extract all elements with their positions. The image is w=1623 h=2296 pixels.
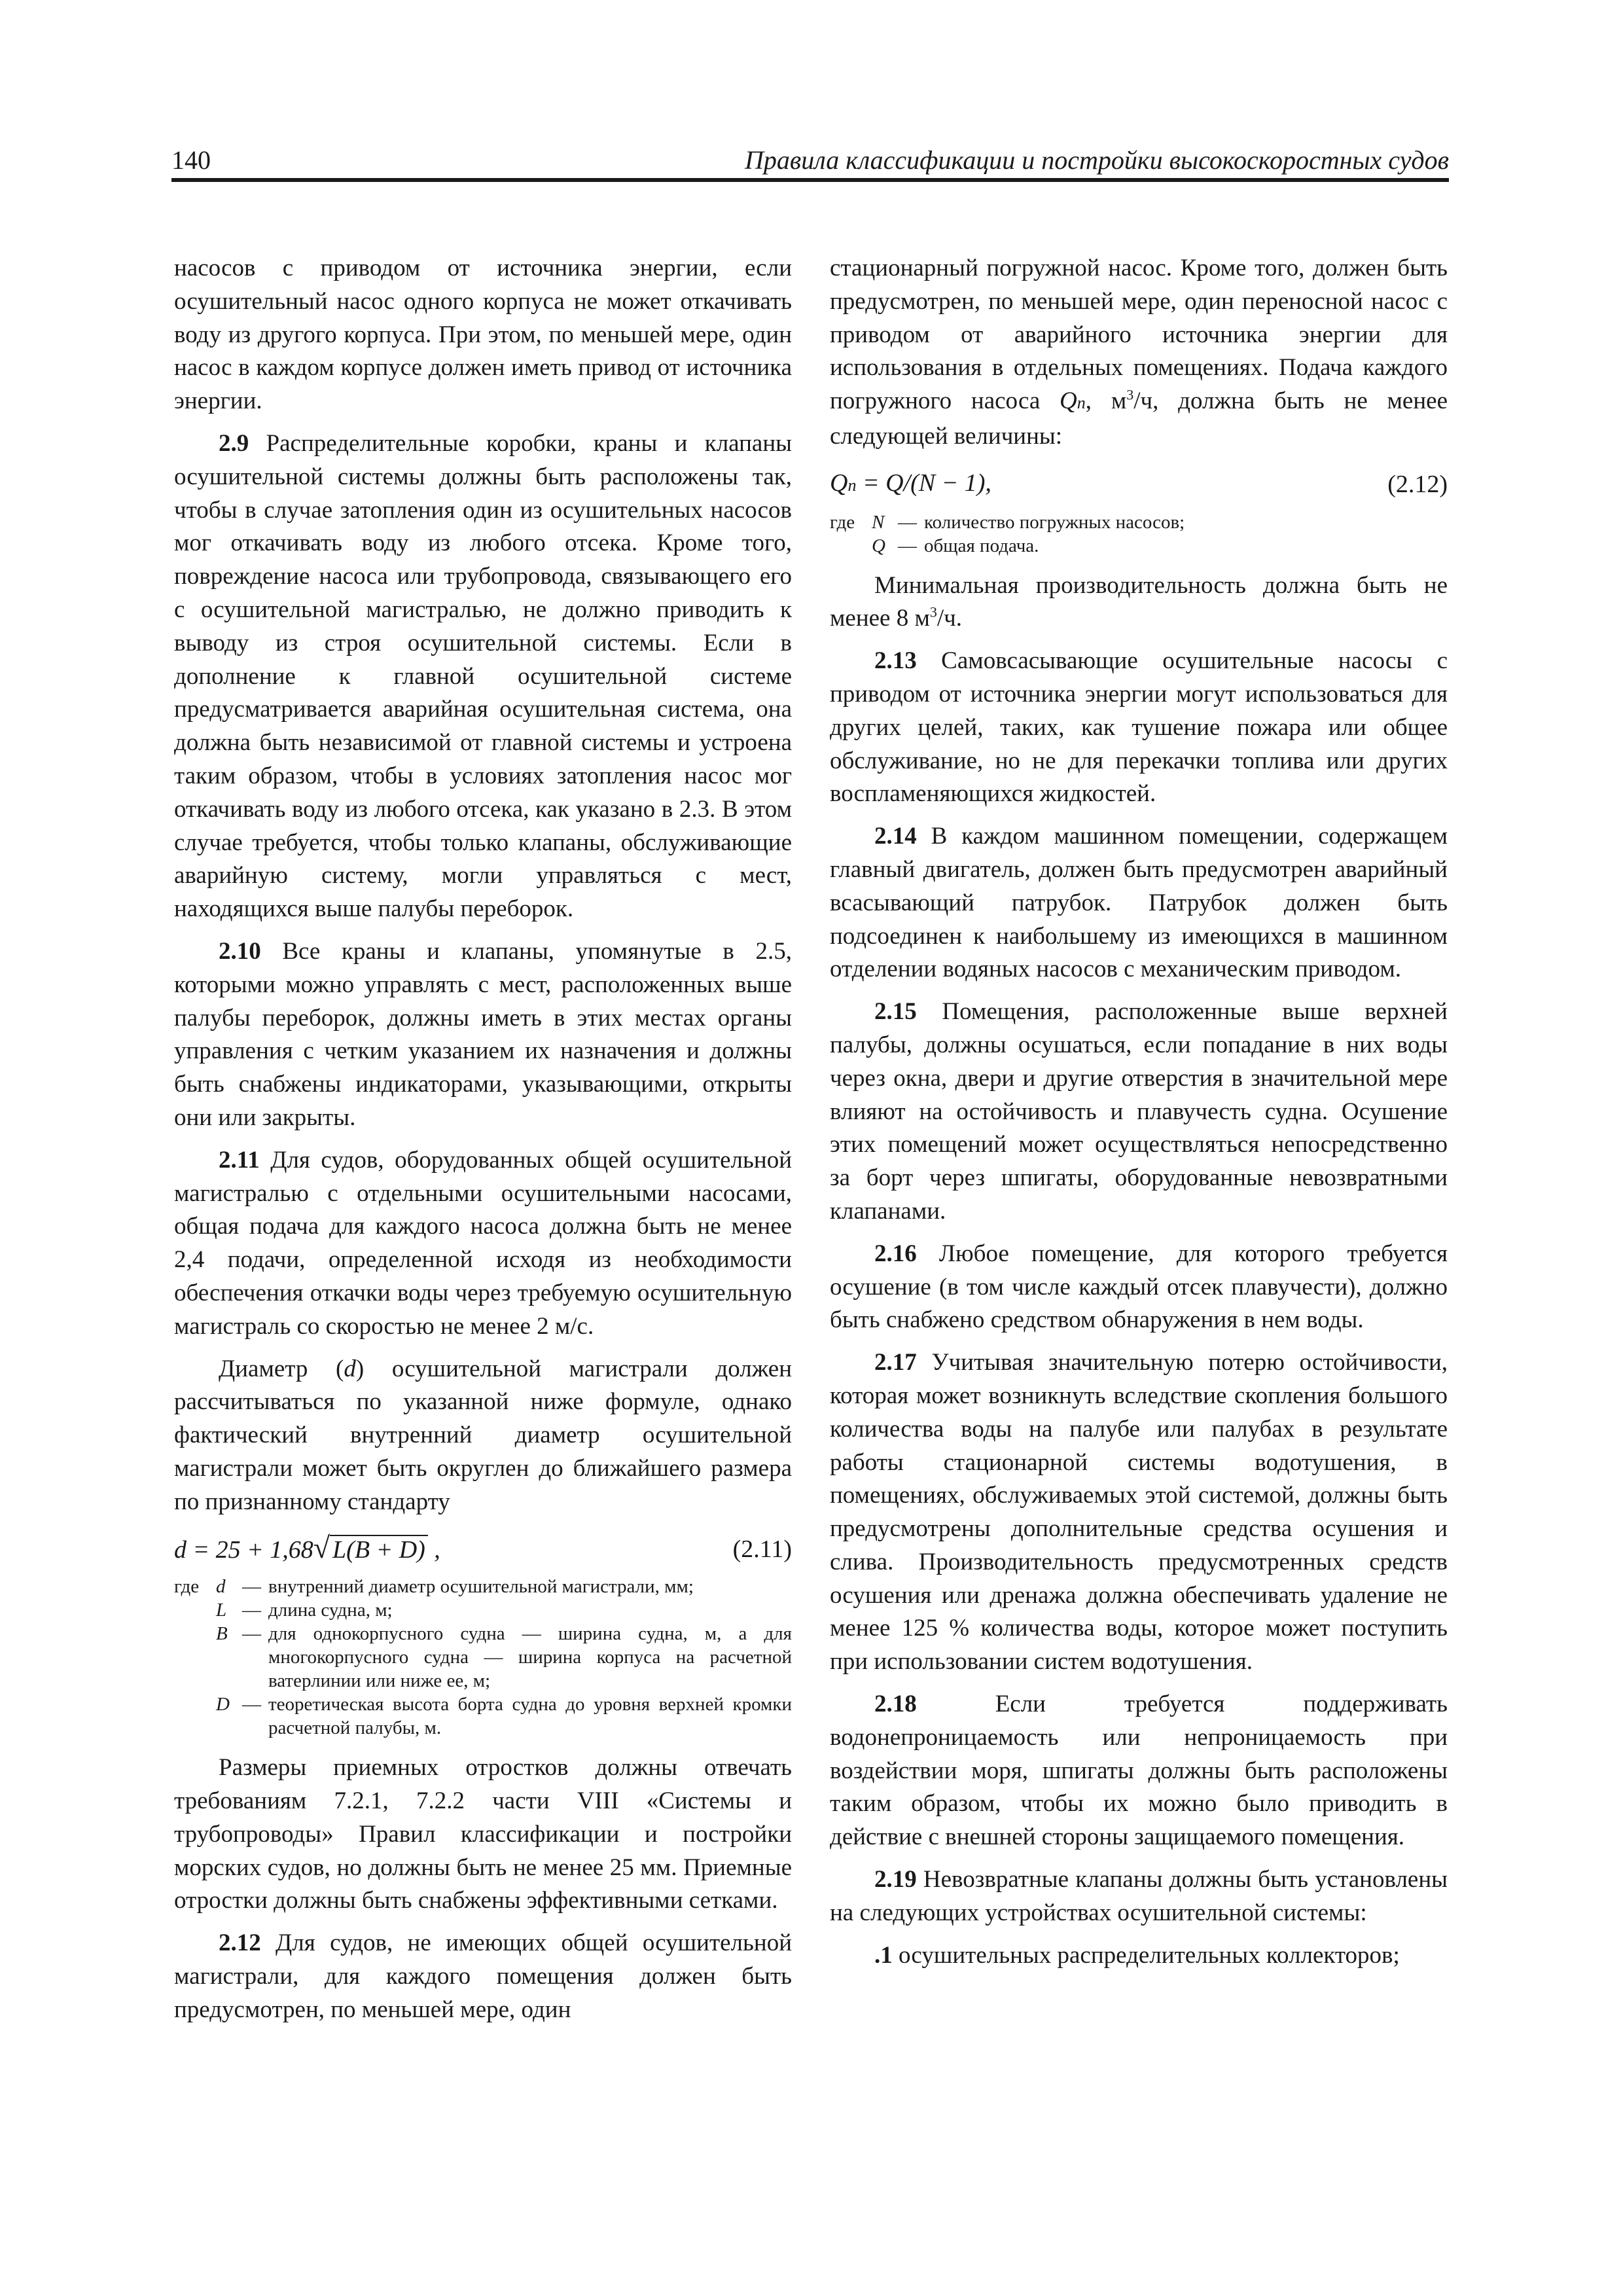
section-text: В каждом машинном помещении, содержащем главный двигатель, должен быть предусмотрен аварийный всасывающий патрубок. Патрубок должен быть подсоединен к наибольшему из имеющихся в машинном отделении водяных насосов с механическим приводом. xyxy=(830,823,1448,983)
legend-symbol: D xyxy=(216,1694,230,1715)
superscript: 3 xyxy=(1126,386,1134,403)
formula-expression xyxy=(174,1532,440,1567)
legend-dash: — xyxy=(898,511,917,533)
section-2-17 xyxy=(830,1346,1448,1679)
legend-lead xyxy=(174,1622,216,1693)
page-header xyxy=(171,141,1449,182)
section-2-15 xyxy=(830,996,1448,1229)
formula-legend xyxy=(830,511,1448,558)
section-2-14 xyxy=(830,820,1448,986)
symbol-d: d xyxy=(344,1355,356,1382)
section-2-11 xyxy=(174,1144,792,1344)
legend-row xyxy=(830,511,1448,534)
legend-row xyxy=(174,1575,792,1598)
text-fragment: /ч. xyxy=(936,605,963,632)
section-2-9 xyxy=(174,427,792,926)
section-text: Для судов, оборудованных общей осушительной магистралью с отдельными осушительными насосами, общая подача для каждого насоса должна быть не менее 2,4 подачи, определенной исходя из необходимости обеспечения откачки воды через требуемую осушительную магистраль со скоростью не менее 2 м/с. xyxy=(174,1146,792,1340)
section-number: 2.19 xyxy=(874,1866,917,1893)
formula-lhs: Q xyxy=(830,469,848,497)
legend-text: для однокорпусного судна — ширина судна, м, а для многокорпусного судна — ширина корпуса на расчетной ватерлинии или ниже ее, м; xyxy=(268,1623,792,1692)
section-text: Невозвратные клапаны должны быть установлены на следующих устройствах осушительной системы: xyxy=(830,1866,1448,1926)
section-number: 2.13 xyxy=(874,647,917,675)
legend-lead xyxy=(830,534,872,558)
legend-lead: где xyxy=(174,1576,200,1598)
section-2-12 xyxy=(174,1927,792,2026)
legend-symbol: N xyxy=(872,511,885,533)
section-number: 2.10 xyxy=(219,937,261,965)
legend-symbol: d xyxy=(216,1576,226,1598)
item-number: .1 xyxy=(874,1941,893,1969)
legend-dash: — xyxy=(242,1694,261,1715)
formula-legend xyxy=(174,1575,792,1740)
text-fragment: , xyxy=(1085,387,1092,415)
legend-text: общая подача. xyxy=(924,535,1039,556)
paragraph-suction-sizes: Размеры приемных отростков должны отвечать требованиям 7.2.1, 7.2.2 части VIII «Системы и трубопроводы» Правил классификации и постройки морских судов, но должны быть не менее 25 мм. Приемные отростки должны быть снабжены эффективными сетками. xyxy=(174,1754,792,1914)
superscript: 3 xyxy=(929,604,937,621)
legend-text: длина судна, м; xyxy=(268,1600,393,1621)
symbol-q: Q xyxy=(1060,387,1077,415)
paragraph-continuation: насосов с приводом от источника энергии, если осушительный насос одного корпуса не может откачивать воду из другого корпуса. При этом, по меньшей мере, один насос в каждом корпусе должен иметь привод от источника энергии. xyxy=(174,255,792,415)
legend-dash: — xyxy=(242,1623,261,1645)
section-2-18 xyxy=(830,1688,1448,1854)
right-column xyxy=(830,252,1448,1981)
legend-symbol: L xyxy=(216,1600,227,1621)
item-text: осушительных распределительных коллекторов; xyxy=(892,1941,1400,1969)
formula-number: (2.12) xyxy=(1387,470,1448,498)
section-2-13 xyxy=(830,645,1448,811)
section-text: Все краны и клапаны, упомянутые в 2.5, которыми можно управлять с мест, расположенных выше палубы переборок, должны иметь в этих местах органы управления с четким указанием их назначения и должны быть снабжены индикаторами, указывающими, открыты они или закрыты. xyxy=(174,937,792,1131)
list-item-1 xyxy=(830,1939,1448,1973)
legend-row xyxy=(174,1598,792,1622)
section-number: 2.12 xyxy=(219,1929,261,1957)
legend-text: внутренний диаметр осушительной магистрали, мм; xyxy=(268,1576,694,1598)
legend-row xyxy=(174,1693,792,1740)
legend-dash: — xyxy=(242,1600,261,1621)
formula-expression xyxy=(830,467,991,503)
formula-tail: , xyxy=(427,1536,440,1564)
subscript-n: n xyxy=(847,475,857,495)
legend-dash: — xyxy=(242,1576,261,1598)
left-column xyxy=(174,252,792,2036)
text-fragment: Диаметр ( xyxy=(219,1355,344,1382)
running-title: Правила классификации и постройки высокоскоростных судов xyxy=(745,145,1449,175)
legend-symbol: B xyxy=(216,1623,228,1645)
formula-rhs: = Q/(N − 1), xyxy=(856,469,991,497)
formula-number: (2.11) xyxy=(732,1535,792,1563)
legend-row xyxy=(174,1622,792,1693)
text-fragment: м xyxy=(1111,387,1127,415)
section-text: Помещения, расположенные выше верхней палубы, должны осушаться, если попадание в них воды через окна, двери и другие отверстия в значительной мере влияют на остойчивость и плавучесть судна. Осушение этих помещений может осуществляться непосредственно за борт через шпигаты, оборудованные невозвратными клапанами. xyxy=(830,998,1448,1225)
formula-radicand: L(B + D) xyxy=(330,1535,428,1564)
section-number: 2.9 xyxy=(219,429,249,457)
legend-lead xyxy=(174,1598,216,1622)
section-number: 2.15 xyxy=(874,998,917,1026)
section-number: 2.18 xyxy=(874,1691,917,1718)
radical-sign: √ xyxy=(313,1531,330,1565)
section-number: 2.16 xyxy=(874,1240,917,1267)
legend-text: количество погружных насосов; xyxy=(924,511,1185,533)
section-2-19 xyxy=(830,1863,1448,1930)
section-text: Распределительные коробки, краны и клапаны осушительной системы должны быть расположены так, чтобы в случае затопления один из осушительных насосов мог откачивать воду из любого отсека. Кроме того, повреждение насоса или трубопровода, связывающего его с осушительной магистралью, не должно приводить к выводу из строя осушительной системы. Если в дополнение к главной осушительной системе предусматривается аварийная осушительная система, она должна быть независимой от главной системы и устроена таким образом, чтобы в условиях затопления насос мог откачивать воду из любого отсека, как указано в 2.3. В этом случае требуется, чтобы только клапаны, обслуживающие аварийную систему, могли управляться с мест, находящихся выше палубы переборок. xyxy=(174,429,792,923)
section-text: Для судов, не имеющих общей осушительной магистрали, для каждого помещения должен быть предусмотрен, по меньшей мере, один xyxy=(174,1929,792,2023)
legend-dash: — xyxy=(898,535,917,556)
legend-lead xyxy=(174,1693,216,1740)
text-fragment: ) осушительной магистрали должен рассчитываться по указанной ниже формуле, однако фактический внутренний диаметр осушительной магистрали может быть округлен до ближайшего размера по признанному стандарту xyxy=(174,1355,792,1515)
legend-symbol: Q xyxy=(872,535,885,556)
text-fragment: /ч, должна быть не менее следующей величины: xyxy=(830,387,1448,450)
section-2-16 xyxy=(830,1238,1448,1337)
page-number: 140 xyxy=(171,145,211,175)
legend-lead: где xyxy=(830,511,855,533)
section-number: 2.11 xyxy=(219,1146,260,1174)
formula-2-12 xyxy=(830,467,1448,503)
section-text: Учитывая значительную потерю остойчивости, которая может возникнуть вследствие скопления большого количества воды на палубе или палубах в результате работы стационарной системы водотушения, в помещениях, обслуживаемых этой системой, должны быть предусмотрены дополнительные средства осушения и слива. Производительность предусмотренных средств осушения или дренажа должна обеспечивать удаление не менее 125 % количества воды, которое может поступить при использовании систем водотушения. xyxy=(830,1349,1448,1676)
formula-2-11 xyxy=(174,1532,792,1567)
paragraph-diameter xyxy=(174,1353,792,1519)
legend-text: теоретическая высота борта судна до уровня верхней кромки расчетной палубы, м. xyxy=(268,1694,792,1739)
legend-row xyxy=(830,534,1448,558)
text-fragment: Минимальная производительность должна быть не менее 8 м xyxy=(830,571,1448,632)
section-number: 2.14 xyxy=(874,823,917,850)
section-2-10 xyxy=(174,935,792,1135)
section-text: Любое помещение, для которого требуется осушение (в том числе каждый отсек плавучести), должно быть снабжено средством обнаружения в нем воды. xyxy=(830,1240,1448,1334)
paragraph-min-capacity xyxy=(830,569,1448,636)
section-text: Самовсасывающие осушительные насосы с приводом от источника энергии могут использоваться для других целей, таких, как тушение пожара или общее обслуживание, но не для перекачки топлива или других воспламеняющихся жидкостей. xyxy=(830,647,1448,808)
subscript-n: n xyxy=(1077,393,1086,413)
formula-lhs: d = 25 + 1,68 xyxy=(174,1536,313,1564)
text-fragment: стационарный погружной насос. Кроме того, должен быть предусмотрен, по меньшей мере, один переносной насос с приводом от аварийного источника энергии для использования в отдельных помещениях. Подача каждого погружного насоса xyxy=(830,255,1448,415)
section-number: 2.17 xyxy=(874,1349,917,1376)
paragraph-continuation xyxy=(830,252,1448,454)
section-text: Если требуется поддерживать водонепроницаемость или непроницаемость при воздействии моря, шпигаты должны быть расположены таким образом, чтобы их можно было приводить в действие с внешней стороны защищаемого помещения. xyxy=(830,1691,1448,1851)
